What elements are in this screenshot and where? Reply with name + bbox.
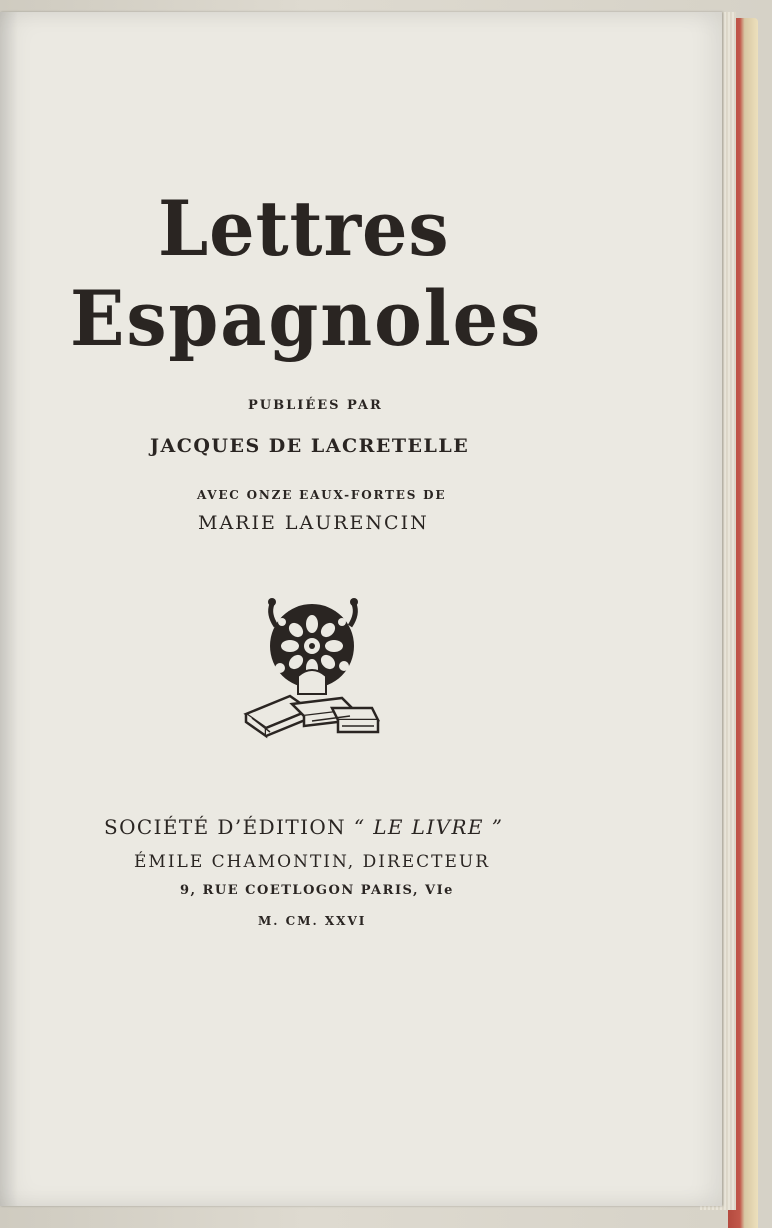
title-line-2: Espagnoles: [70, 274, 543, 363]
gutter-shadow: [0, 12, 18, 1206]
illustrator-name: MARIE LAURENCIN: [198, 512, 429, 534]
published-by-label: PUBLIÉES PAR: [248, 398, 383, 413]
society-name: “ LE LIVRE ”: [353, 815, 504, 839]
publication-year: M. CM. XXVI: [258, 914, 367, 928]
title-line-1: Lettres: [158, 184, 450, 273]
illustration-note: AVEC ONZE EAUX-FORTES DE: [197, 488, 447, 502]
author-name: JACQUES DE LACRETELLE: [150, 435, 470, 457]
address-line: 9, RUE COETLOGON PARIS, VIe: [180, 883, 454, 898]
title-page: [0, 12, 722, 1206]
books-and-flower-wreath-icon: [242, 596, 384, 740]
publisher-society: [104, 815, 503, 839]
society-prefix: SOCIÉTÉ D’ÉDITION: [104, 815, 354, 839]
director-line: ÉMILE CHAMONTIN, DIRECTEUR: [134, 852, 491, 872]
